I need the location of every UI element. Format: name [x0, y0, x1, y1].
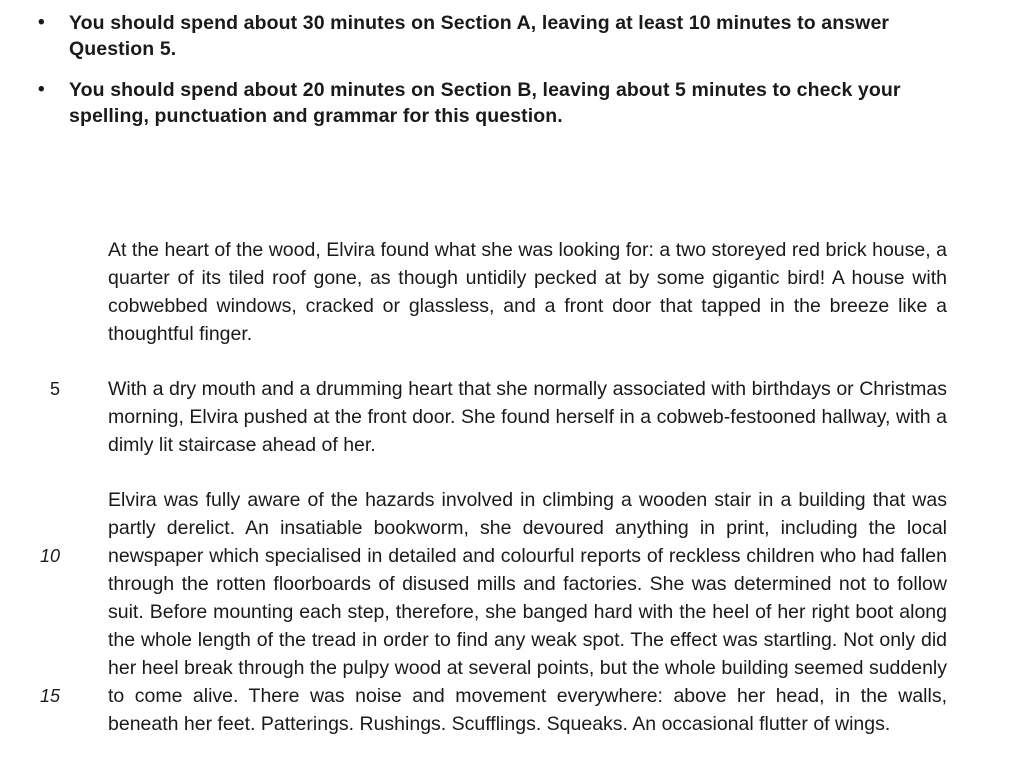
instruction-text: You should spend about 20 minutes on Section B, leaving about 5 minutes to check your spelling, punctuation and grammar for this question.	[69, 79, 901, 127]
passage-paragraph-2	[0, 375, 1017, 459]
passage-paragraph-3	[0, 486, 1017, 738]
instruction-item	[0, 77, 1017, 129]
bullet-icon: •	[38, 12, 45, 33]
line-number-15: 15	[39, 686, 60, 706]
paragraph-text: With a dry mouth and a drumming heart that she normally associated with birthdays or Christmas morning, Elvira pushed at the front door. She found herself in a cobweb-festooned hallway, with a dimly lit staircase ahead of her.	[108, 378, 947, 456]
instructions-list	[0, 10, 1017, 144]
bullet-icon: •	[38, 79, 45, 100]
line-number-5: 5	[49, 379, 60, 399]
instruction-item	[0, 10, 1017, 62]
passage-paragraph-1	[0, 236, 1017, 348]
line-number-10: 10	[39, 546, 60, 566]
source-passage	[0, 236, 1017, 765]
paragraph-text: At the heart of the wood, Elvira found what she was looking for: a two storeyed red brick house, a quarter of its tiled roof gone, as though untidily pecked at by some gigantic bird! A house with cobwebbed windows, cracked or glassless, and a front door that tapped in the breeze like a thoughtful finger.	[108, 239, 947, 345]
instruction-text: You should spend about 30 minutes on Section A, leaving at least 10 minutes to answer Question 5.	[69, 12, 890, 60]
paragraph-text: Elvira was fully aware of the hazards involved in climbing a wooden stair in a building that was partly derelict. An insatiable bookworm, she devoured anything in print, including the local newspaper which specialised in detailed and colourful reports of reckless children who had fallen through the rotten floorboards of disused mills and factories. She was determined not to follow suit. Before mounting each step, therefore, she banged hard with the heel of her right boot along the whole length of the tread in order to find any weak spot. The effect was startling. Not only did her heel break through the pulpy wood at several points, but the whole building seemed suddenly to come alive. There was noise and movement everywhere: above her head, in the walls, beneath her feet. Patterings. Rushings. Scufflings. Squeaks. An occasional flutter of wings.	[108, 489, 947, 735]
